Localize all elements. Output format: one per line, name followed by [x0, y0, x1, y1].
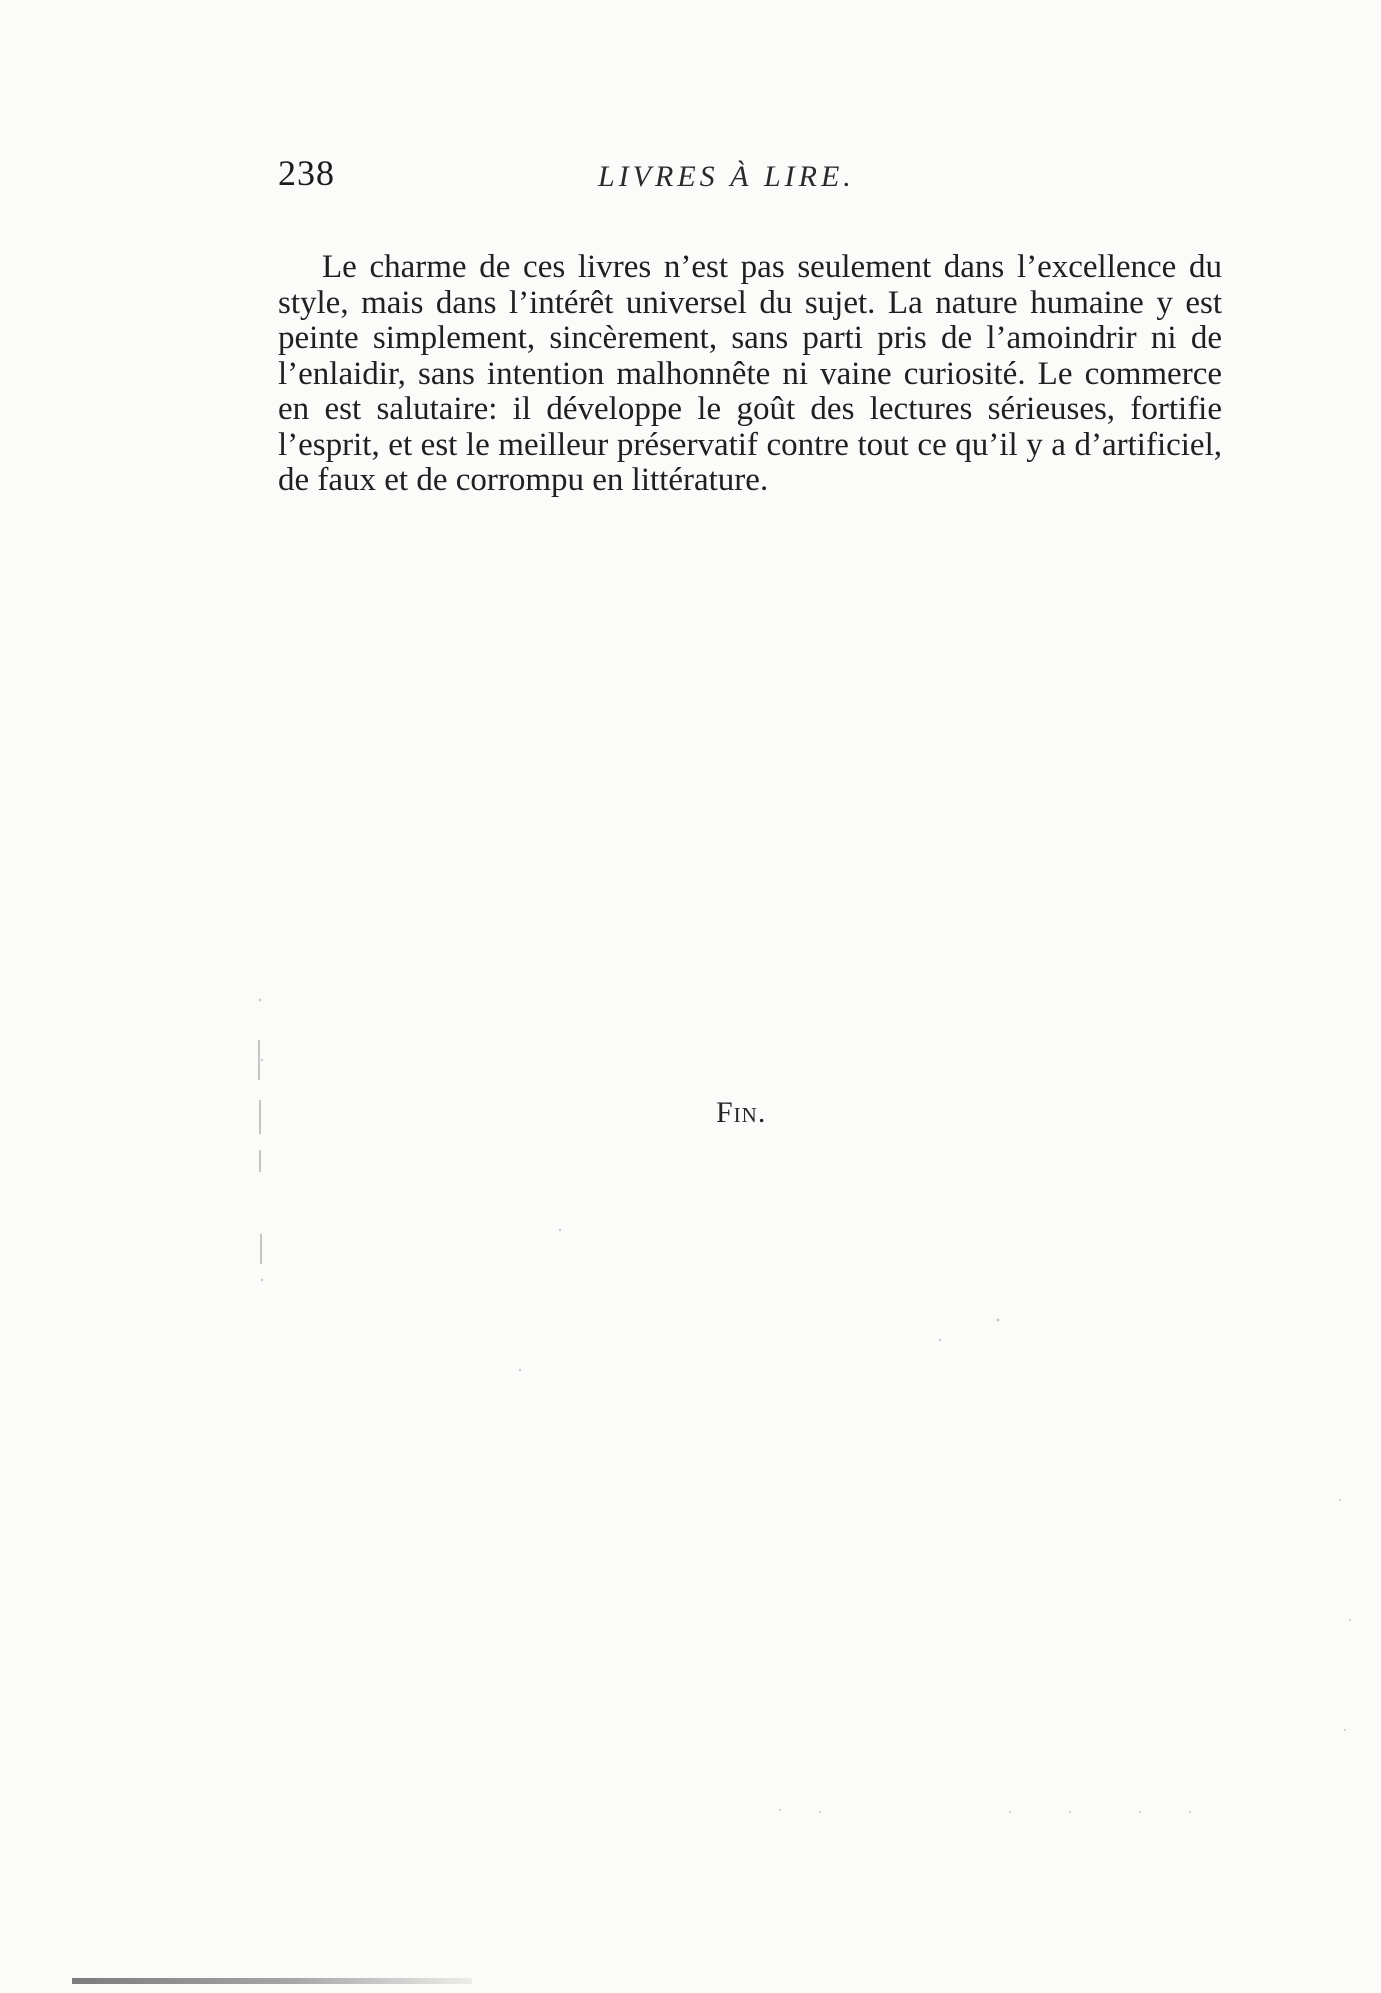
page-number: 238: [278, 153, 335, 193]
body-paragraph: Le charme de ces livres n’est pas seulement dans l’excellence du style, mais dans l’intérêt universel du sujet. La nature humaine y est peinte simplement, sincèrement, sans parti pris de l’amoindrir ni de l’enlaidir, sans intention malhonnête ni vaine curiosité. Le commerce en est salutaire: il développe le goût des lectures sérieuses, fortifie l’esprit, et est le meilleur préservatif contre tout ce qu’il y a d’artificiel, de faux et de corrompu en littérature.: [278, 249, 1222, 498]
page-header: [278, 152, 1238, 212]
end-mark: Fin.: [716, 1096, 767, 1129]
scan-edge-line: [72, 1978, 472, 1984]
running-title: LIVRES À LIRE.: [598, 160, 855, 193]
